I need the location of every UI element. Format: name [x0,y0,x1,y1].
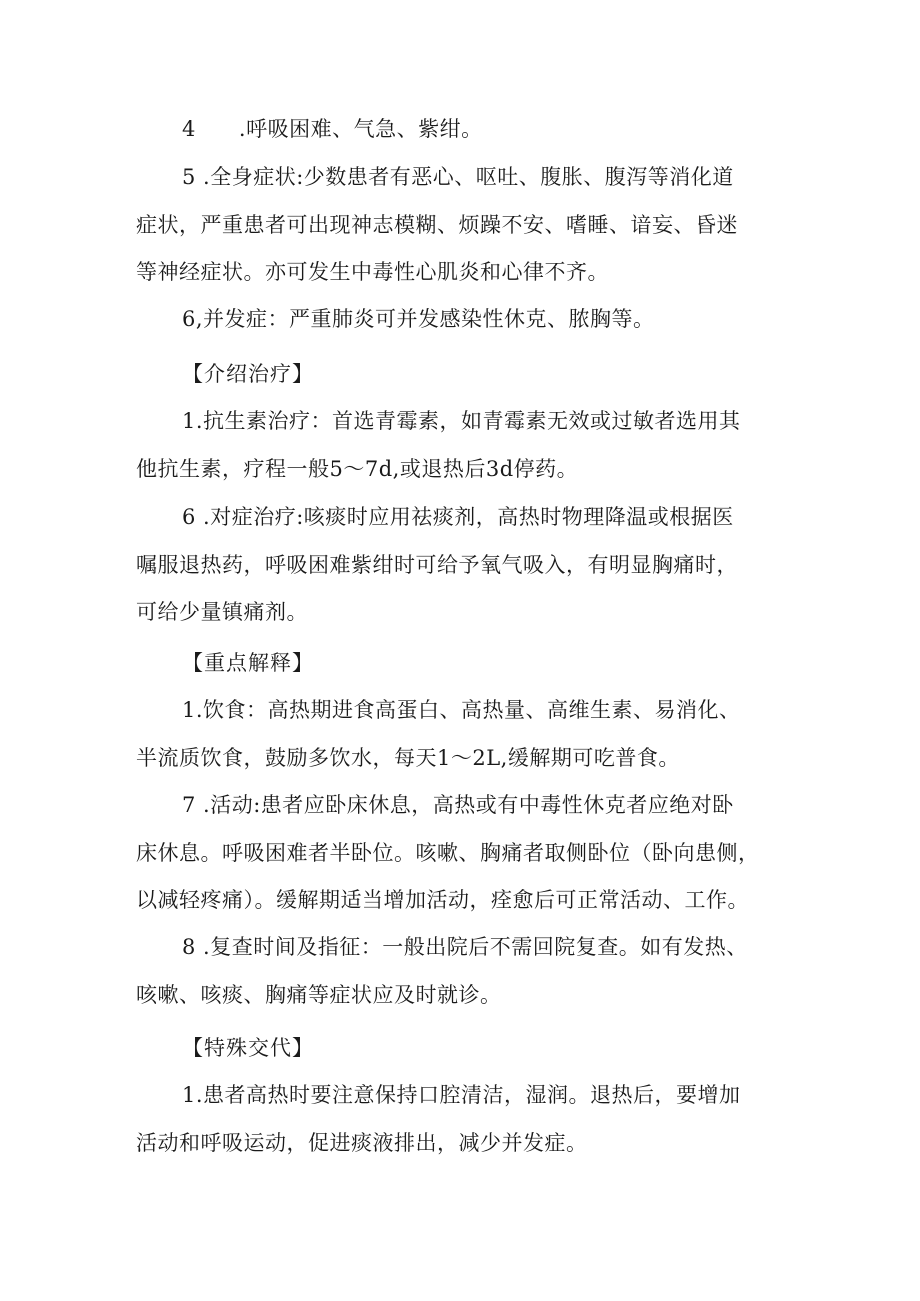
paragraph-systemic-symptoms [136,154,806,297]
paragraph-symptomatic-treatment [136,494,806,637]
text-line: 等神经症状。亦可发生中毒性心肌炎和心律不齐。 [136,260,609,284]
section-heading-key-points: 【重点解释】 [182,651,314,675]
text-line: 可给少量镇痛剂。 [136,600,308,624]
text-line: 5 .全身症状:少数患者有恶心、呕吐、腹胀、腹泻等消化道 [182,165,734,189]
text-line: 嘱服退热药，呼吸困难紫绀时可给予氧气吸入，有明显胸痛时， [136,552,738,577]
text-line: 6 .对症治疗:咳痰时应用祛痰剂，高热时物理降温或根据医 [182,505,734,529]
text-line: 症状，严重患者可出现神志模糊、烦躁不安、嗜睡、谙妄、昏迷 [136,212,738,237]
paragraph-item-4 [136,106,806,154]
section-heading-special-instructions: 【特殊交代】 [182,1036,314,1060]
text-line: 1.抗生素治疗：首选青霉素，如青霉素无效或过敏者选用其 [182,409,741,433]
text-line: 6,并发症：严重肺炎可并发感染性休克、脓胸等。 [182,307,655,331]
paragraph-high-fever-care [136,1072,806,1167]
text-line: 7 .活动:患者应卧床休息，高热或有中毒性休克者应绝对卧 [182,793,734,817]
paragraph-complications [136,296,806,344]
paragraph-activity [136,782,806,925]
text-line: 活动和呼吸运动，促进痰液排出，减少并发症。 [136,1130,588,1155]
paragraph-follow-up [136,924,806,1019]
paragraph-diet [136,687,806,782]
text-line: 半流质饮食，鼓励多饮水，每天1～2L,缓解期可吃普食。 [136,745,680,770]
text-line: 1.患者高热时要注意保持口腔清洁，湿润。退热后，要增加 [182,1083,741,1107]
paragraph-antibiotic-treatment [136,398,806,493]
text-line: 以减轻疼痛）。缓解期适当增加活动，痊愈后可正常活动、工作。 [136,888,749,912]
text-line: 8 .复查时间及指征：一般出院后不需回院复查。如有发热、 [182,935,748,959]
text-line: 他抗生素，疗程一般5～7d,或退热后3d停药。 [136,456,579,481]
text-line: 床休息。呼吸困难者半卧位。咳嗽、胸痛者取侧卧位（卧向患侧， [136,840,760,865]
text-line: 1.饮食：高热期进食高蛋白、高热量、高维生素、易消化、 [182,698,741,722]
section-heading-treatment: 【介绍治疗】 [182,362,314,386]
text-line: 咳嗽、咳痰、胸痛等症状应及时就诊。 [136,982,502,1007]
text-line: 4 .呼吸困难、气急、紫绀。 [182,117,483,141]
